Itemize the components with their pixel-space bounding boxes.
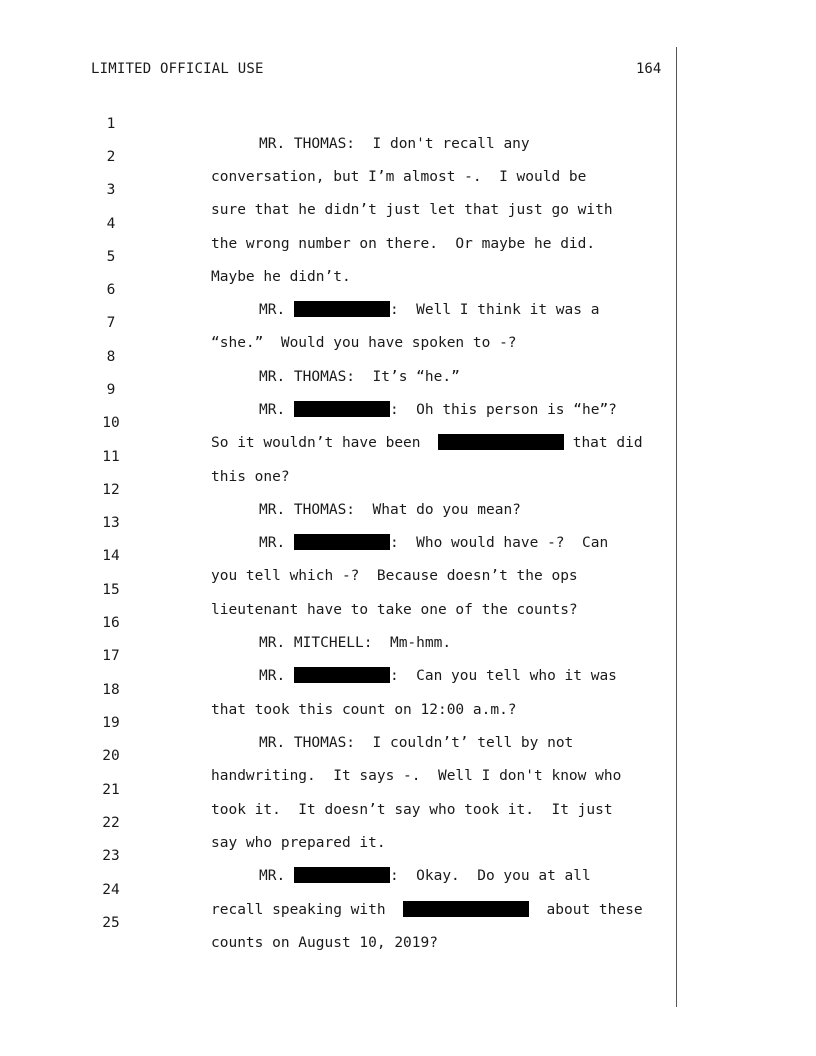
line-number: 7 <box>106 315 116 331</box>
line-content: It’s “he.” <box>372 369 460 385</box>
transcript-line <box>0 227 351 285</box>
line-content: Mm-hmm. <box>389 635 452 651</box>
line-content: recall speaking with <box>211 902 386 918</box>
transcript-line <box>0 427 290 485</box>
redaction-box <box>294 401 390 417</box>
line-number: 8 <box>106 349 116 365</box>
speaker-label: MR. <box>259 302 286 318</box>
line-number: 21 <box>102 782 120 798</box>
line-number: 20 <box>102 748 120 764</box>
line-content: Maybe he didn’t. <box>211 269 351 285</box>
transcript-line <box>0 793 386 851</box>
line-number: 11 <box>102 449 120 465</box>
line-number: 1 <box>106 116 116 132</box>
line-number: 22 <box>102 815 120 831</box>
line-content: the wrong number on there. Or maybe he did. <box>211 236 596 252</box>
line-number: 4 <box>106 216 116 232</box>
line-number: 13 <box>102 515 120 531</box>
line-text <box>259 367 460 387</box>
redaction-box <box>438 434 564 450</box>
line-number: 18 <box>102 682 120 698</box>
line-number: 3 <box>106 182 116 198</box>
speaker-label: MR. <box>259 668 286 684</box>
line-content: this one? <box>211 469 290 485</box>
line-content: : Well I think it was a <box>389 302 600 318</box>
speaker-label: MR. <box>259 535 286 551</box>
line-text <box>259 134 530 154</box>
right-margin-rule <box>676 47 677 1007</box>
line-number: 2 <box>106 149 116 165</box>
line-number: 17 <box>102 648 120 664</box>
line-content: : Okay. Do you at all <box>389 868 591 884</box>
line-text <box>259 533 608 553</box>
line-content: handwriting. It says -. Well I don't know who <box>211 768 622 784</box>
line-content: I don't recall any <box>372 136 530 152</box>
line-content: I couldn’t’ tell by not <box>372 735 574 751</box>
redaction-box <box>294 667 390 683</box>
line-number: 15 <box>102 582 120 598</box>
line-content: : Who would have -? Can <box>389 535 609 551</box>
line-content: So it wouldn’t have been <box>211 435 421 451</box>
speaker-label: MR. <box>259 402 286 418</box>
line-number: 23 <box>102 848 120 864</box>
page-number: 164 <box>636 61 662 77</box>
line-number: 9 <box>106 382 116 398</box>
speaker-label: MR. THOMAS: <box>259 735 356 751</box>
header-classification: LIMITED OFFICIAL USE <box>91 61 264 77</box>
line-content: lieutenant have to take one of the counts? <box>211 602 578 618</box>
speaker-label: MR. THOMAS: <box>259 502 356 518</box>
line-number: 24 <box>102 882 120 898</box>
line-number: 12 <box>102 482 120 498</box>
line-content: : Oh this person is “he”? <box>389 402 617 418</box>
line-content: that took this count on 12:00 a.m.? <box>211 702 517 718</box>
redaction-box <box>403 901 529 917</box>
line-content: conversation, but I’m almost -. I would be <box>211 169 587 185</box>
line-content: about these <box>546 902 643 918</box>
line-text <box>211 900 643 920</box>
line-number: 25 <box>102 915 120 931</box>
speaker-label: MR. THOMAS: <box>259 136 356 152</box>
line-number: 14 <box>102 548 120 564</box>
line-content: say who prepared it. <box>211 835 386 851</box>
line-number: 6 <box>106 282 116 298</box>
speaker-label: MR. THOMAS: <box>259 369 356 385</box>
line-content: counts on August 10, 2019? <box>211 935 438 951</box>
line-text <box>259 500 521 520</box>
line-text <box>259 733 573 753</box>
redaction-box <box>294 534 390 550</box>
transcript-line <box>0 94 530 152</box>
line-text <box>259 866 591 886</box>
line-text <box>259 300 599 320</box>
speaker-label: MR. <box>259 868 286 884</box>
line-number: 16 <box>102 615 120 631</box>
line-text <box>259 666 617 686</box>
line-number: 19 <box>102 715 120 731</box>
line-content: sure that he didn’t just let that just go with <box>211 202 613 218</box>
line-content: you tell which -? Because doesn’t the ops <box>211 568 578 584</box>
line-text <box>211 433 643 453</box>
line-content: What do you mean? <box>372 502 521 518</box>
redaction-box <box>294 867 390 883</box>
line-content: : Can you tell who it was <box>389 668 617 684</box>
line-content: that did <box>572 435 643 451</box>
speaker-label: MR. MITCHELL: <box>259 635 373 651</box>
line-content: took it. It doesn’t say who took it. It just <box>211 802 613 818</box>
line-text <box>259 633 451 653</box>
redaction-box <box>294 301 390 317</box>
line-number: 10 <box>102 415 120 431</box>
line-number: 5 <box>106 249 116 265</box>
line-content: “she.” Would you have spoken to -? <box>211 335 517 351</box>
line-text <box>259 400 617 420</box>
